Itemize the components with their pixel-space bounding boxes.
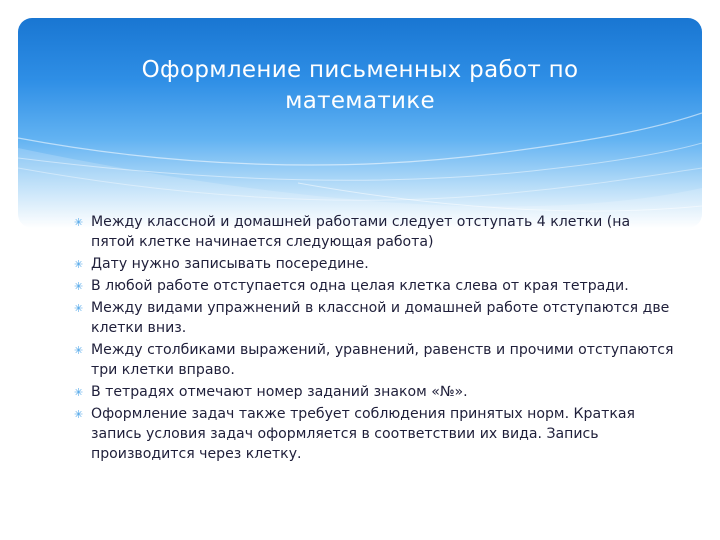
bullet-star-icon: ✳ bbox=[74, 408, 84, 421]
wave-decoration bbox=[18, 18, 702, 228]
bullet-text: Дату нужно записывать посередине. bbox=[91, 256, 369, 272]
title-line-2: математике bbox=[285, 88, 435, 114]
bullet-item bbox=[74, 276, 674, 296]
bullet-star-icon: ✳ bbox=[74, 280, 84, 293]
bullet-item bbox=[74, 212, 674, 252]
bullet-item bbox=[74, 254, 674, 274]
bullet-text: Между классной и домашней работами следует отступать 4 клетки (на пятой клетке начинается следующая работа) bbox=[91, 214, 631, 250]
bullet-star-icon: ✳ bbox=[74, 216, 84, 229]
title-line-1: Оформление письменных работ по bbox=[141, 57, 579, 83]
bullet-text: В любой работе отступается одна целая клетка слева от края тетради. bbox=[91, 278, 629, 294]
bullet-item bbox=[74, 298, 674, 338]
bullet-text: Между видами упражнений в классной и домашней работе отступаются две клетки вниз. bbox=[91, 300, 670, 336]
bullet-list bbox=[74, 212, 674, 466]
bullet-star-icon: ✳ bbox=[74, 344, 84, 357]
bullet-item bbox=[74, 382, 674, 402]
bullet-star-icon: ✳ bbox=[74, 386, 84, 399]
slide-title bbox=[0, 55, 720, 117]
bullet-text: Оформление задач также требует соблюдения принятых норм. Краткая запись условия задач оформляется в соответствии их вида. Запись производится через клетку. bbox=[91, 406, 635, 462]
bullet-star-icon: ✳ bbox=[74, 302, 84, 315]
title-banner bbox=[18, 18, 702, 228]
bullet-item bbox=[74, 404, 674, 464]
bullet-item bbox=[74, 340, 674, 380]
bullet-star-icon: ✳ bbox=[74, 258, 84, 271]
bullet-text: Между столбиками выражений, уравнений, равенств и прочими отступаются три клетки вправо. bbox=[91, 342, 674, 378]
bullet-text: В тетрадях отмечают номер заданий знаком «№». bbox=[91, 384, 468, 400]
